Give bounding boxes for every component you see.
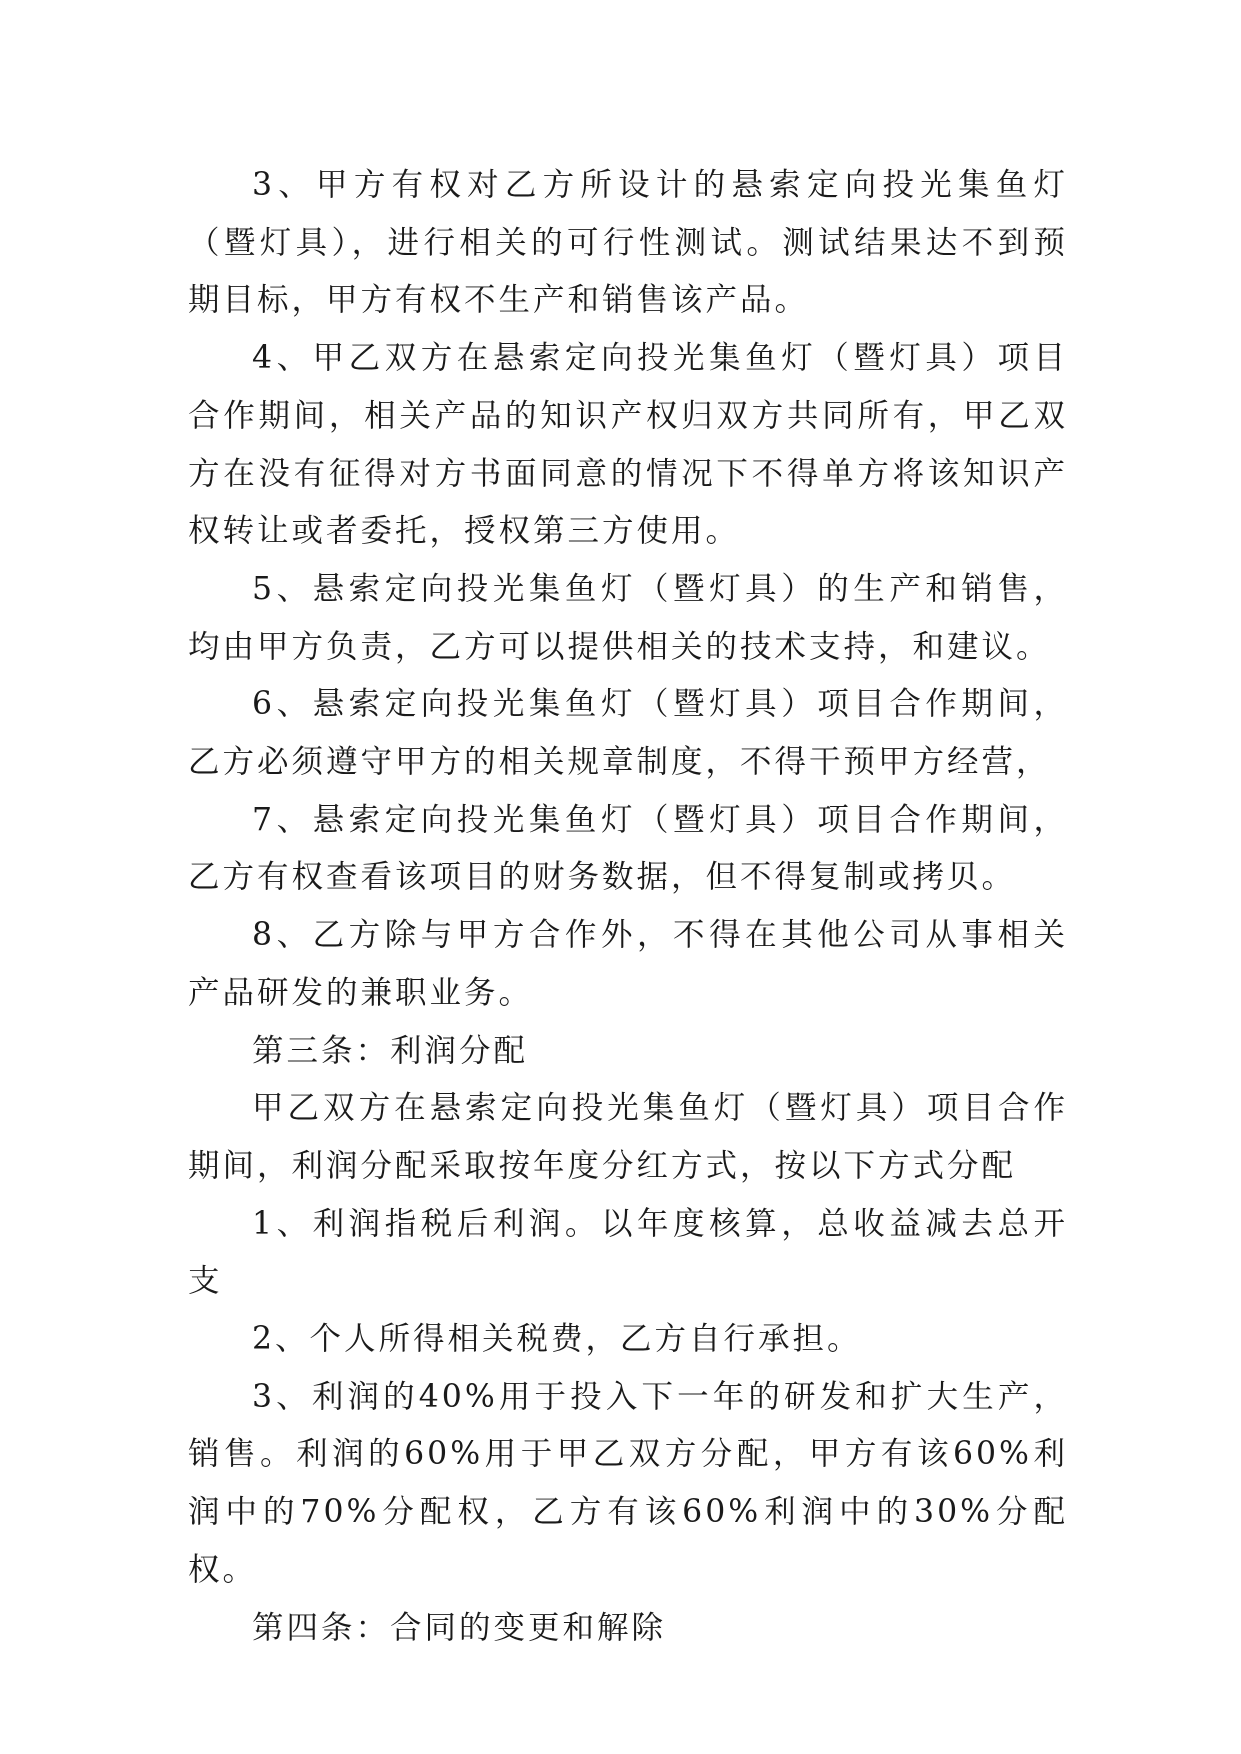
article-3-heading: 第三条：利润分配 xyxy=(252,1032,529,1069)
profit-distribution-intro: 甲乙双方在悬索定向投光集鱼灯（暨灯具）项目合作期间，利润分配采取按年度分红方式，按以下方式分配 xyxy=(188,1090,1068,1184)
clause-4-intellectual-property: 4、甲乙双方在悬索定向投光集鱼灯（暨灯具）项目合作期间，相关产品的知识产权归双方共同所有，甲乙双方在没有征得对方书面同意的情况下不得单方将该知识产权转让或者委托，授权第三方使用。 xyxy=(188,340,1068,550)
profit-item-3: 3、利润的40%用于投入下一年的研发和扩大生产，销售。利润的60%用于甲乙双方分配，甲方有该60%利润中的70%分配权，乙方有该60%利润中的30%分配权。 xyxy=(188,1378,1068,1588)
profit-item-1: 1、利润指税后利润。以年度核算，总收益减去总开支 xyxy=(188,1205,1068,1300)
article-4-heading: 第四条：合同的变更和解除 xyxy=(252,1609,667,1646)
clause-8-part-time: 8、乙方除与甲方合作外，不得在其他公司从事相关产品研发的兼职业务。 xyxy=(188,917,1068,1011)
clause-7-financial-data: 7、悬索定向投光集鱼灯（暨灯具）项目合作期间，乙方有权查看该项目的财务数据，但不得复制或拷贝。 xyxy=(188,801,1068,896)
profit-item-2: 2、个人所得相关税费，乙方自行承担。 xyxy=(252,1321,862,1358)
clause-6-regulations: 6、悬索定向投光集鱼灯（暨灯具）项目合作期间，乙方必须遵守甲方的相关规章制度，不得干预甲方经营， xyxy=(188,686,1068,781)
clause-5-production-sales: 5、悬索定向投光集鱼灯（暨灯具）的生产和销售，均由甲方负责，乙方可以提供相关的技术支持，和建议。 xyxy=(188,570,1068,665)
clause-3-testing: 3、甲方有权对乙方所设计的悬索定向投光集鱼灯（暨灯具），进行相关的可行性测试。测试结果达不到预期目标，甲方有权不生产和销售该产品。 xyxy=(188,167,1068,319)
document-body xyxy=(188,157,1068,1657)
